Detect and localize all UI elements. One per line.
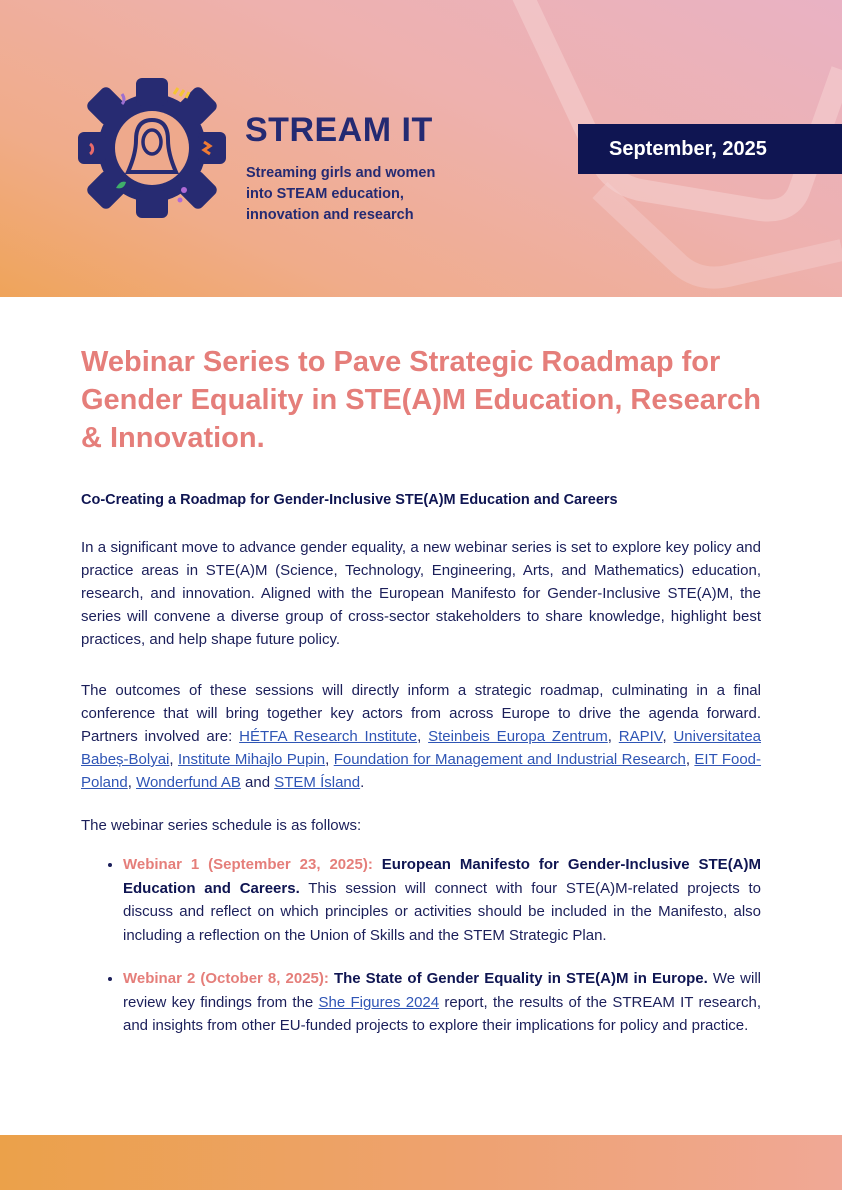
schedule-intro: The webinar series schedule is as follows: <box>81 817 362 834</box>
partner-link-wonderfund[interactable]: Wonderfund AB <box>136 774 241 791</box>
tagline-line: into STEAM education, <box>246 186 404 202</box>
partners-intro-text: The outcomes of these sessions will directly inform a strategic roadmap, culminating in a final conference that will bring together key actors from across Europe to drive the agenda forward. Partners involved are: <box>81 682 761 745</box>
partner-link-stem-island[interactable]: STEM Ísland <box>274 774 361 791</box>
webinar-description: We will review key findings from the <box>123 970 761 1011</box>
partner-link-steinbeis[interactable]: Steinbeis Europa Zentrum <box>428 728 608 745</box>
footer-band <box>0 1135 842 1190</box>
article-body <box>81 343 761 1058</box>
intro-paragraph: In a significant move to advance gender equality, a new webinar series is set to explore key policy and practice areas in STE(A)M (Science, Technology, Engineering, Arts, and Mathematics) education, research, and innovation. Aligned with the European Manifesto for Gender-Inclusive STE(A)M, the series will convene a diverse group of cross-sector stakeholders to share knowledge, highlight best practices, and help shape future policy. <box>81 539 761 648</box>
stream-it-gear-logo <box>76 76 228 220</box>
partners-paragraph: The outcomes of these sessions will directly inform a strategic roadmap, culminating in a final conference that will bring together key actors from across Europe to drive the agenda forward. Partners involved are: HÉTFA Research Institute, Steinbeis Europa Zentrum, RAPIV, Universitatea Babeș-Bolyai, Institute Mihajlo Pupin, Foundation for Management and Industrial Research, EIT Food-Poland, Wonderfund AB and STEM Ísland. <box>81 682 762 791</box>
partners-and-text: and <box>240 774 275 791</box>
webinar-title: European Manifesto for Gender-Inclusive STE(A)M Education and Careers. <box>123 856 762 897</box>
issue-date-badge: September, 2025 <box>578 124 842 174</box>
article-subheading: Co-Creating a Roadmap for Gender-Inclusive STE(A)M Education and Careers <box>81 492 618 508</box>
webinar-description: This session will connect with four STE(A)M-related projects to discuss and reflect on which principles or activities should be included in the Manifesto, also including a reflection on the Union of Skills and the STEM Strategic Plan. <box>123 879 761 944</box>
brand-tagline <box>246 163 435 226</box>
webinar-item <box>123 853 761 947</box>
partner-link-fmir[interactable]: Foundation for Management and Industrial Research <box>333 751 686 768</box>
webinar-schedule-list <box>81 853 761 1038</box>
she-figures-link[interactable]: She Figures 2024 <box>318 993 440 1011</box>
article-headline: Webinar Series to Pave Strategic Roadmap for Gender Equality in STE(A)M Education, Research & Innovation. <box>81 346 762 454</box>
webinar-label: Webinar 1 (September 23, 2025): <box>123 856 373 873</box>
header-banner <box>0 0 842 297</box>
tagline-line: innovation and research <box>246 207 414 223</box>
partner-link-mihajlo-pupin[interactable]: Institute Mihajlo Pupin <box>177 751 326 768</box>
webinar-item <box>123 967 761 1038</box>
brand-name: STREAM IT <box>245 111 433 149</box>
partner-link-babes-bolyai[interactable]: Universitatea Babeș-Bolyai <box>81 728 762 768</box>
tagline-line: Streaming girls and women <box>246 165 436 181</box>
webinar-label: Webinar 2 (October 8, 2025): <box>123 970 329 987</box>
webinar-description-end: report, the results of the STREAM IT research, and insights from other EU-funded projects to explore their implications for policy and practice. <box>123 993 761 1034</box>
partner-link-hetfa[interactable]: HÉTFA Research Institute <box>239 728 418 745</box>
webinar-title: The State of Gender Equality in STE(A)M in Europe. <box>333 970 708 987</box>
partner-link-eit-food-poland[interactable]: EIT Food-Poland <box>81 751 762 791</box>
partner-link-rapiv[interactable]: RAPIV <box>618 728 663 745</box>
